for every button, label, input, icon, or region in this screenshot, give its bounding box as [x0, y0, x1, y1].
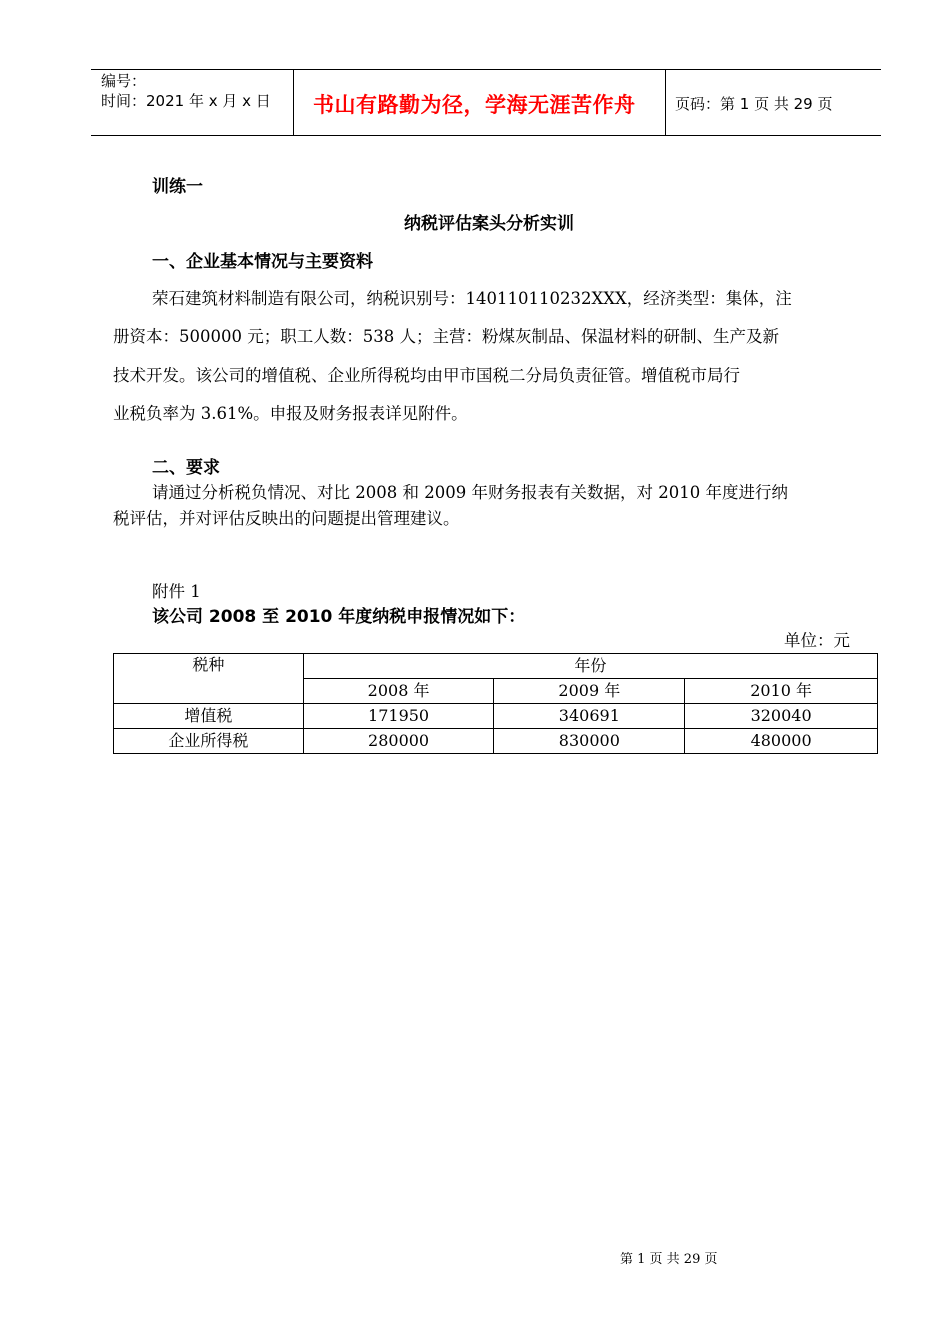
header-bottom-rule: [91, 135, 881, 136]
unit-label: 单位：元: [784, 631, 850, 650]
value-cell: 830000: [494, 729, 685, 754]
table-header-row: [114, 654, 878, 679]
heading-basic-info: 一、企业基本情况与主要资料: [152, 252, 373, 272]
header-page-info: 页码：第 1 页 共 29 页: [675, 95, 833, 113]
row-name-cell: 增值税: [114, 704, 304, 729]
table-caption: 该公司 2008 至 2010 年度纳税申报情况如下：: [152, 607, 526, 627]
tax-table: [113, 653, 878, 754]
year-cell: 2008 年: [303, 679, 494, 704]
value-cell: 340691: [494, 704, 685, 729]
header-top-rule: [91, 69, 881, 70]
year-cell: 2010 年: [685, 679, 878, 704]
table-row: [114, 704, 878, 729]
header-motto: 书山有路勤为径，学海无涯苦作舟: [313, 93, 636, 117]
header-divider-left: [293, 69, 294, 135]
row-name-cell: 企业所得税: [114, 729, 304, 754]
heading-requirements: 二、要求: [152, 458, 220, 478]
value-cell: 480000: [685, 729, 878, 754]
table-row: [114, 729, 878, 754]
header-number-label: 编号：: [101, 72, 147, 90]
paragraph-line: 技术开发。该公司的增值税、企业所得税均由甲市国税二分局负责征管。增值税市局行: [113, 366, 740, 385]
footer-page-number: 第 1 页 共 29 页: [620, 1252, 718, 1267]
paragraph-line: 荣石建筑材料制造有限公司，纳税识别号：140110110232XXX，经济类型：集体，注: [152, 289, 792, 308]
header-divider-right: [665, 69, 666, 135]
paragraph-line: 业税负率为 3.61%。申报及财务报表详见附件。: [113, 404, 468, 423]
paragraph-line: 请通过分析税负情况、对比 2008 和 2009 年财务报表有关数据，对 2010 年度进行纳: [152, 483, 788, 502]
header-cell-tax-type: 税种: [114, 654, 304, 704]
header-time-label: 时间：2021 年 x 月 x 日: [101, 92, 271, 110]
value-cell: 171950: [303, 704, 494, 729]
paragraph-line: 税评估，并对评估反映出的问题提出管理建议。: [113, 509, 460, 528]
year-cell: 2009 年: [494, 679, 685, 704]
paragraph-line: 册资本：500000 元；职工人数：538 人；主营：粉煤灰制品、保温材料的研制、生产及新: [113, 327, 779, 346]
section-label: 训练一: [152, 177, 203, 197]
value-cell: 280000: [303, 729, 494, 754]
value-cell: 320040: [685, 704, 878, 729]
attachment-label: 附件 1: [152, 582, 201, 601]
document-title: 纳税评估案头分析实训: [404, 214, 574, 234]
header-cell-year: 年份: [303, 654, 877, 679]
